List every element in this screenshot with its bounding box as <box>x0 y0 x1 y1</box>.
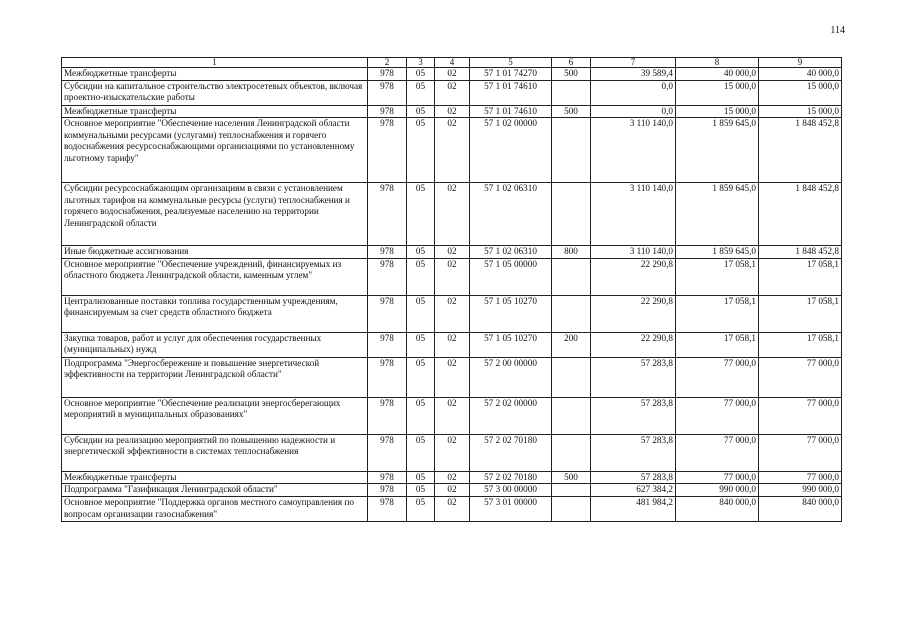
cell-grbs: 978 <box>368 68 407 81</box>
cell-section: 05 <box>407 496 435 521</box>
row-name: Межбюджетные трансферты <box>62 471 368 484</box>
cell-section: 05 <box>407 183 435 246</box>
cell-grbs: 978 <box>368 183 407 246</box>
cell-target-article: 57 2 02 70180 <box>470 434 552 471</box>
cell-subsection: 02 <box>435 496 470 521</box>
cell-section: 05 <box>407 332 435 357</box>
row-name: Субсидии ресурсоснабжающим организациям в связи с установлением льготных тарифов на коммунальные ресурсы (услуги) теплоснабжения и горячего водоснабжения, реализуемые населению на территории Ленинградской области <box>62 183 368 246</box>
column-header: 2 <box>368 58 407 68</box>
row-name: Межбюджетные трансферты <box>62 68 368 81</box>
cell-target-article: 57 1 05 10270 <box>470 332 552 357</box>
cell-expense-type: 500 <box>552 471 591 484</box>
column-header: 3 <box>407 58 435 68</box>
row-name: Основное мероприятие "Обеспечение учреждений, финансируемых из областного бюджета Ленинградской области, каменным углем" <box>62 258 368 295</box>
cell-amount-2019: 3 110 140,0 <box>591 246 676 259</box>
cell-amount-2020: 1 859 645,0 <box>676 118 759 183</box>
cell-section: 05 <box>407 258 435 295</box>
cell-amount-2021: 1 848 452,8 <box>759 118 842 183</box>
table-row <box>62 332 842 357</box>
cell-grbs: 978 <box>368 258 407 295</box>
column-header: 9 <box>759 58 842 68</box>
cell-grbs: 978 <box>368 295 407 332</box>
cell-amount-2020: 15 000,0 <box>676 105 759 118</box>
cell-amount-2020: 77 000,0 <box>676 397 759 434</box>
cell-amount-2019: 3 110 140,0 <box>591 183 676 246</box>
cell-section: 05 <box>407 484 435 497</box>
cell-amount-2019: 57 283,8 <box>591 397 676 434</box>
cell-amount-2019: 0,0 <box>591 80 676 105</box>
cell-target-article: 57 2 00 00000 <box>470 357 552 397</box>
cell-expense-type <box>552 258 591 295</box>
table-row <box>62 357 842 397</box>
cell-amount-2020: 1 859 645,0 <box>676 246 759 259</box>
cell-amount-2021: 77 000,0 <box>759 397 842 434</box>
cell-subsection: 02 <box>435 68 470 81</box>
table-row <box>62 397 842 434</box>
cell-subsection: 02 <box>435 332 470 357</box>
row-name: Субсидии на реализацию мероприятий по повышению надежности и энергетической эффективности в системах теплоснабжения <box>62 434 368 471</box>
cell-subsection: 02 <box>435 118 470 183</box>
cell-grbs: 978 <box>368 118 407 183</box>
cell-target-article: 57 1 05 10270 <box>470 295 552 332</box>
row-name: Иные бюджетные ассигнования <box>62 246 368 259</box>
cell-subsection: 02 <box>435 80 470 105</box>
cell-subsection: 02 <box>435 471 470 484</box>
row-name: Закупка товаров, работ и услуг для обеспечения государственных (муниципальных) нужд <box>62 332 368 357</box>
cell-grbs: 978 <box>368 434 407 471</box>
table-row <box>62 183 842 246</box>
cell-amount-2020: 77 000,0 <box>676 434 759 471</box>
cell-expense-type <box>552 80 591 105</box>
cell-amount-2021: 40 000,0 <box>759 68 842 81</box>
cell-amount-2020: 17 058,1 <box>676 332 759 357</box>
cell-grbs: 978 <box>368 105 407 118</box>
row-name: Основное мероприятие "Обеспечение реализации энергосберегающих мероприятий в муниципальных образованиях" <box>62 397 368 434</box>
cell-target-article: 57 1 01 74610 <box>470 105 552 118</box>
cell-target-article: 57 2 02 00000 <box>470 397 552 434</box>
cell-amount-2019: 57 283,8 <box>591 471 676 484</box>
cell-subsection: 02 <box>435 246 470 259</box>
column-header: 8 <box>676 58 759 68</box>
budget-table <box>61 57 842 522</box>
cell-subsection: 02 <box>435 397 470 434</box>
cell-target-article: 57 1 02 06310 <box>470 183 552 246</box>
cell-grbs: 978 <box>368 496 407 521</box>
cell-amount-2019: 57 283,8 <box>591 357 676 397</box>
cell-subsection: 02 <box>435 484 470 497</box>
cell-amount-2020: 15 000,0 <box>676 80 759 105</box>
cell-section: 05 <box>407 80 435 105</box>
cell-grbs: 978 <box>368 397 407 434</box>
cell-expense-type <box>552 295 591 332</box>
cell-amount-2021: 77 000,0 <box>759 357 842 397</box>
cell-amount-2019: 22 290,8 <box>591 332 676 357</box>
cell-amount-2019: 3 110 140,0 <box>591 118 676 183</box>
cell-section: 05 <box>407 246 435 259</box>
cell-expense-type <box>552 357 591 397</box>
table-row <box>62 105 842 118</box>
column-header: 7 <box>591 58 676 68</box>
cell-amount-2020: 77 000,0 <box>676 471 759 484</box>
cell-amount-2020: 990 000,0 <box>676 484 759 497</box>
cell-amount-2021: 17 058,1 <box>759 295 842 332</box>
cell-grbs: 978 <box>368 484 407 497</box>
cell-section: 05 <box>407 397 435 434</box>
row-name: Межбюджетные трансферты <box>62 105 368 118</box>
cell-section: 05 <box>407 105 435 118</box>
cell-amount-2020: 840 000,0 <box>676 496 759 521</box>
page-number: 114 <box>830 25 845 36</box>
row-name: Централизованные поставки топлива государственным учреждениям, финансируемым за счет средств областного бюджета <box>62 295 368 332</box>
cell-target-article: 57 2 02 70180 <box>470 471 552 484</box>
column-header: 6 <box>552 58 591 68</box>
cell-amount-2021: 1 848 452,8 <box>759 183 842 246</box>
table-row <box>62 484 842 497</box>
cell-amount-2021: 17 058,1 <box>759 332 842 357</box>
cell-expense-type <box>552 118 591 183</box>
cell-amount-2019: 627 384,2 <box>591 484 676 497</box>
cell-amount-2019: 481 984,2 <box>591 496 676 521</box>
cell-expense-type <box>552 484 591 497</box>
row-name: Подпрограмма "Энергосбережение и повышение энергетической эффективности на территории Ленинградской области" <box>62 357 368 397</box>
cell-amount-2019: 22 290,8 <box>591 295 676 332</box>
table-row <box>62 434 842 471</box>
cell-expense-type: 500 <box>552 68 591 81</box>
cell-expense-type <box>552 434 591 471</box>
cell-amount-2019: 39 589,4 <box>591 68 676 81</box>
cell-amount-2020: 1 859 645,0 <box>676 183 759 246</box>
cell-subsection: 02 <box>435 183 470 246</box>
row-name: Субсидии на капитальное строительство электросетевых объектов, включая проектно-изыскательские работы <box>62 80 368 105</box>
table-header-row <box>62 58 842 68</box>
cell-amount-2021: 15 000,0 <box>759 105 842 118</box>
cell-amount-2021: 840 000,0 <box>759 496 842 521</box>
cell-expense-type <box>552 397 591 434</box>
cell-grbs: 978 <box>368 471 407 484</box>
cell-target-article: 57 1 02 06310 <box>470 246 552 259</box>
cell-expense-type: 200 <box>552 332 591 357</box>
cell-amount-2020: 17 058,1 <box>676 295 759 332</box>
row-name: Основное мероприятие "Обеспечение населения Ленинградской области коммунальными ресурсами (услугами) теплоснабжения и горячего водоснабжения ресурсоснабжающими организациями по установленному льготному тарифу" <box>62 118 368 183</box>
cell-section: 05 <box>407 68 435 81</box>
cell-expense-type: 500 <box>552 105 591 118</box>
cell-section: 05 <box>407 357 435 397</box>
cell-amount-2021: 990 000,0 <box>759 484 842 497</box>
cell-section: 05 <box>407 471 435 484</box>
cell-subsection: 02 <box>435 295 470 332</box>
table-row <box>62 295 842 332</box>
cell-target-article: 57 3 01 00000 <box>470 496 552 521</box>
cell-amount-2021: 77 000,0 <box>759 471 842 484</box>
cell-expense-type: 800 <box>552 246 591 259</box>
cell-amount-2020: 17 058,1 <box>676 258 759 295</box>
table-row <box>62 258 842 295</box>
table-row <box>62 118 842 183</box>
cell-amount-2021: 1 848 452,8 <box>759 246 842 259</box>
table-row <box>62 496 842 521</box>
cell-section: 05 <box>407 118 435 183</box>
cell-target-article: 57 1 01 74610 <box>470 80 552 105</box>
cell-amount-2019: 57 283,8 <box>591 434 676 471</box>
cell-grbs: 978 <box>368 80 407 105</box>
cell-grbs: 978 <box>368 332 407 357</box>
row-name: Основное мероприятие "Поддержка органов местного самоуправления по вопросам организации газоснабжения" <box>62 496 368 521</box>
cell-target-article: 57 1 05 00000 <box>470 258 552 295</box>
cell-subsection: 02 <box>435 357 470 397</box>
table-row <box>62 68 842 81</box>
cell-subsection: 02 <box>435 105 470 118</box>
cell-subsection: 02 <box>435 434 470 471</box>
table-body <box>62 68 842 522</box>
cell-amount-2020: 40 000,0 <box>676 68 759 81</box>
table-row <box>62 246 842 259</box>
cell-grbs: 978 <box>368 246 407 259</box>
column-header: 4 <box>435 58 470 68</box>
cell-section: 05 <box>407 295 435 332</box>
cell-section: 05 <box>407 434 435 471</box>
column-header: 5 <box>470 58 552 68</box>
cell-target-article: 57 1 01 74270 <box>470 68 552 81</box>
cell-amount-2021: 77 000,0 <box>759 434 842 471</box>
cell-amount-2021: 17 058,1 <box>759 258 842 295</box>
column-header: 1 <box>62 58 368 68</box>
cell-expense-type <box>552 496 591 521</box>
table-row <box>62 471 842 484</box>
cell-subsection: 02 <box>435 258 470 295</box>
cell-expense-type <box>552 183 591 246</box>
cell-amount-2019: 22 290,8 <box>591 258 676 295</box>
cell-amount-2019: 0,0 <box>591 105 676 118</box>
cell-grbs: 978 <box>368 357 407 397</box>
table-row <box>62 80 842 105</box>
cell-target-article: 57 3 00 00000 <box>470 484 552 497</box>
cell-amount-2021: 15 000,0 <box>759 80 842 105</box>
cell-target-article: 57 1 02 00000 <box>470 118 552 183</box>
cell-amount-2020: 77 000,0 <box>676 357 759 397</box>
row-name: Подпрограмма "Газификация Ленинградской области" <box>62 484 368 497</box>
